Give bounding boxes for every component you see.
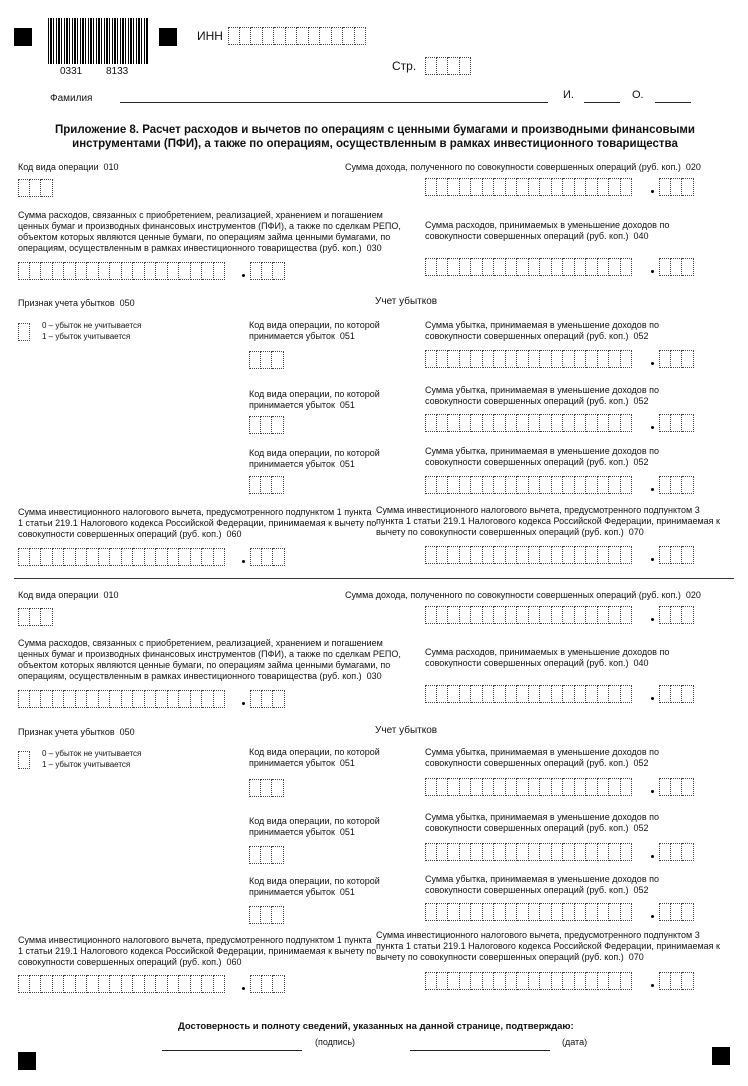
decimal-point bbox=[651, 618, 654, 621]
deduction-3-label: Сумма инвестиционного налогового вычета, предусмотренного подпунктом 3 пункта 1 статьи 219.1 Налогового кодекса Российской Федерации, принимаемая к вычету по совокупности совершенных операций (руб. коп.) 070 bbox=[376, 930, 720, 962]
expenses-kopecks-field[interactable] bbox=[250, 262, 285, 280]
date-caption: (дата) bbox=[562, 1037, 588, 1047]
loss-amount-rubles-field[interactable] bbox=[425, 476, 632, 494]
loss-amount-kopecks-field[interactable] bbox=[659, 476, 694, 494]
barcode-number-right: 8133 bbox=[106, 66, 129, 77]
initial-o-label: О. bbox=[632, 89, 644, 101]
deduction-1-kopecks-field[interactable] bbox=[250, 975, 285, 993]
decimal-point bbox=[651, 558, 654, 561]
loss-amount-label: Сумма убытка, принимаемая в уменьшение доходов по совокупности совершенных операций (руб. коп.) 052 bbox=[425, 812, 659, 833]
income-label: Сумма дохода, полученного по совокупности совершенных операций (руб. коп.) 020 bbox=[345, 590, 701, 600]
loss-op-code-field[interactable] bbox=[249, 846, 284, 864]
loss-op-code-label: Код вида операции, по которой принимается убыток 051 bbox=[249, 747, 380, 768]
deduction-3-kopecks-field[interactable] bbox=[659, 972, 694, 990]
loss-counted-text: 1 – убыток учитывается bbox=[42, 760, 131, 769]
loss-flag-label: Признак учета убытков 050 bbox=[18, 727, 135, 737]
expenses-reduce-rubles-field[interactable] bbox=[425, 258, 632, 276]
loss-op-code-field[interactable] bbox=[249, 779, 284, 797]
op-code-label: Код вида операции 010 bbox=[18, 162, 119, 172]
loss-op-code-label: Код вида операции, по которой принимается убыток 051 bbox=[249, 876, 380, 897]
loss-amount-label: Сумма убытка, принимаемая в уменьшение доходов по совокупности совершенных операций (руб. коп.) 052 bbox=[425, 320, 659, 341]
loss-op-code-field[interactable] bbox=[249, 351, 284, 369]
decimal-point bbox=[242, 274, 245, 277]
op-code-label: Код вида операции 010 bbox=[18, 590, 119, 600]
section-divider bbox=[14, 578, 734, 579]
loss-flag-label: Признак учета убытков 050 bbox=[18, 298, 135, 308]
expenses-reduce-label: Сумма расходов, принимаемых в уменьшение доходов по совокупности совершенных операций (руб. коп.) 040 bbox=[425, 647, 670, 668]
loss-op-code-field[interactable] bbox=[249, 906, 284, 924]
loss-amount-rubles-field[interactable] bbox=[425, 778, 632, 796]
income-rubles-field[interactable] bbox=[425, 178, 632, 196]
decimal-point bbox=[242, 560, 245, 563]
loss-op-code-label: Код вида операции, по которой принимается убыток 051 bbox=[249, 816, 380, 837]
date-field[interactable] bbox=[410, 1050, 550, 1051]
income-rubles-field[interactable] bbox=[425, 606, 632, 624]
loss-op-code-label: Код вида операции, по которой принимается убыток 051 bbox=[249, 389, 380, 410]
loss-amount-rubles-field[interactable] bbox=[425, 414, 632, 432]
decimal-point bbox=[651, 855, 654, 858]
expenses-reduce-kopecks-field[interactable] bbox=[659, 258, 694, 276]
loss-not-counted-text: 0 – убыток не учитывается bbox=[42, 321, 142, 330]
loss-amount-kopecks-field[interactable] bbox=[659, 350, 694, 368]
loss-amount-rubles-field[interactable] bbox=[425, 843, 632, 861]
decimal-point bbox=[651, 362, 654, 365]
loss-amount-rubles-field[interactable] bbox=[425, 350, 632, 368]
loss-counted-text: 1 – убыток учитывается bbox=[42, 332, 131, 341]
loss-op-code-field[interactable] bbox=[249, 476, 284, 494]
initial-i-label: И. bbox=[563, 89, 574, 101]
expenses-reduce-rubles-field[interactable] bbox=[425, 685, 632, 703]
loss-amount-label: Сумма убытка, принимаемая в уменьшение доходов по совокупности совершенных операций (руб. коп.) 052 bbox=[425, 385, 659, 406]
corner-mark-bottom-left bbox=[18, 1052, 36, 1070]
decimal-point bbox=[651, 984, 654, 987]
loss-amount-kopecks-field[interactable] bbox=[659, 778, 694, 796]
corner-mark-bottom-right bbox=[712, 1047, 730, 1065]
deduction-3-rubles-field[interactable] bbox=[425, 972, 632, 990]
confirmation-text: Достоверность и полноту сведений, указанных на данной странице, подтверждаю: bbox=[178, 1021, 574, 1032]
loss-op-code-label: Код вида операции, по которой принимается убыток 051 bbox=[249, 320, 380, 341]
loss-amount-label: Сумма убытка, принимаемая в уменьшение доходов по совокупности совершенных операций (руб. коп.) 052 bbox=[425, 874, 659, 895]
expenses-rubles-field[interactable] bbox=[18, 690, 225, 708]
decimal-point bbox=[242, 702, 245, 705]
page-title: Приложение 8. Расчет расходов и вычетов по операциям с ценными бумагами и производными финансовыми инструментами (ПФИ), а также по операциям, осуществленным в рамках инвестиционного товарищества bbox=[55, 124, 695, 150]
expenses-reduce-label: Сумма расходов, принимаемых в уменьшение доходов по совокупности совершенных операций (руб. коп.) 040 bbox=[425, 220, 670, 241]
expenses-label: Сумма расходов, связанных с приобретением, реализацией, хранением и погашением ценных бумаг и производных финансовых инструментов (ПФИ), а также по сделкам РЕПО, объектом которых являются ценные бумаги, по операциям займа ценными бумагами, по операциям, осуществленным в рамках инвестиционного товарищества (руб. коп.) 030 bbox=[18, 638, 401, 681]
income-label: Сумма дохода, полученного по совокупности совершенных операций (руб. коп.) 020 bbox=[345, 162, 701, 172]
surname-label: Фамилия bbox=[50, 93, 93, 104]
decimal-point bbox=[651, 270, 654, 273]
deduction-1-rubles-field[interactable] bbox=[18, 975, 225, 993]
expenses-reduce-kopecks-field[interactable] bbox=[659, 685, 694, 703]
deduction-1-label: Сумма инвестиционного налогового вычета, предусмотренного подпунктом 1 пункта 1 статьи 219.1 Налогового кодекса Российской Федерации, принимаемая к вычету по совокупности совершенных операций (руб. коп.) 060 bbox=[18, 935, 377, 967]
deduction-3-label: Сумма инвестиционного налогового вычета, предусмотренного подпунктом 3 пункта 1 статьи 219.1 Налогового кодекса Российской Федерации, принимаемая к вычету по совокупности совершенных операций (руб. коп.) 070 bbox=[376, 505, 720, 537]
loss-accounting-heading: Учет убытков bbox=[375, 725, 438, 736]
loss-flag-field[interactable] bbox=[18, 323, 30, 341]
income-kopecks-field[interactable] bbox=[659, 606, 694, 624]
loss-op-code-label: Код вида операции, по которой принимается убыток 051 bbox=[249, 448, 380, 469]
deduction-1-kopecks-field[interactable] bbox=[250, 548, 285, 566]
loss-not-counted-text: 0 – убыток не учитывается bbox=[42, 749, 142, 758]
loss-amount-kopecks-field[interactable] bbox=[659, 843, 694, 861]
decimal-point bbox=[651, 190, 654, 193]
signature-field[interactable] bbox=[162, 1050, 302, 1051]
decimal-point bbox=[651, 790, 654, 793]
deduction-1-label: Сумма инвестиционного налогового вычета, предусмотренного подпунктом 1 пункта 1 статьи 219.1 Налогового кодекса Российской Федерации, принимаемая к вычету по совокупности совершенных операций (руб. коп.) 060 bbox=[18, 507, 377, 539]
expenses-kopecks-field[interactable] bbox=[250, 690, 285, 708]
deduction-3-kopecks-field[interactable] bbox=[659, 546, 694, 564]
page-label: Стр. bbox=[392, 59, 417, 73]
op-code-field[interactable] bbox=[18, 608, 53, 626]
decimal-point bbox=[651, 915, 654, 918]
loss-amount-kopecks-field[interactable] bbox=[659, 414, 694, 432]
expenses-rubles-field[interactable] bbox=[18, 262, 225, 280]
loss-amount-label: Сумма убытка, принимаемая в уменьшение доходов по совокупности совершенных операций (руб. коп.) 052 bbox=[425, 747, 659, 768]
inn-label: ИНН bbox=[197, 29, 223, 43]
signature-caption: (подпись) bbox=[315, 1037, 356, 1047]
decimal-point bbox=[651, 488, 654, 491]
loss-amount-kopecks-field[interactable] bbox=[659, 903, 694, 921]
loss-op-code-field[interactable] bbox=[249, 416, 284, 434]
barcode-number-left: 0331 bbox=[60, 66, 83, 77]
decimal-point bbox=[651, 697, 654, 700]
op-code-field[interactable] bbox=[18, 179, 53, 197]
loss-accounting-heading: Учет убытков bbox=[375, 296, 438, 307]
loss-amount-rubles-field[interactable] bbox=[425, 903, 632, 921]
expenses-label: Сумма расходов, связанных с приобретением, реализацией, хранением и погашением ценных бумаг и производных финансовых инструментов (ПФИ), а также по сделкам РЕПО, объектом которых являются ценные бумаги, по операциям займа ценными бумагами, по операциям, осуществленным в рамках инвестиционного товарищества (руб. коп.) 030 bbox=[18, 210, 401, 253]
loss-amount-label: Сумма убытка, принимаемая в уменьшение доходов по совокупности совершенных операций (руб. коп.) 052 bbox=[425, 446, 659, 467]
decimal-point bbox=[651, 426, 654, 429]
deduction-3-rubles-field[interactable] bbox=[425, 546, 632, 564]
loss-flag-field[interactable] bbox=[18, 751, 30, 769]
decimal-point bbox=[242, 987, 245, 990]
deduction-1-rubles-field[interactable] bbox=[18, 548, 225, 566]
income-kopecks-field[interactable] bbox=[659, 178, 694, 196]
